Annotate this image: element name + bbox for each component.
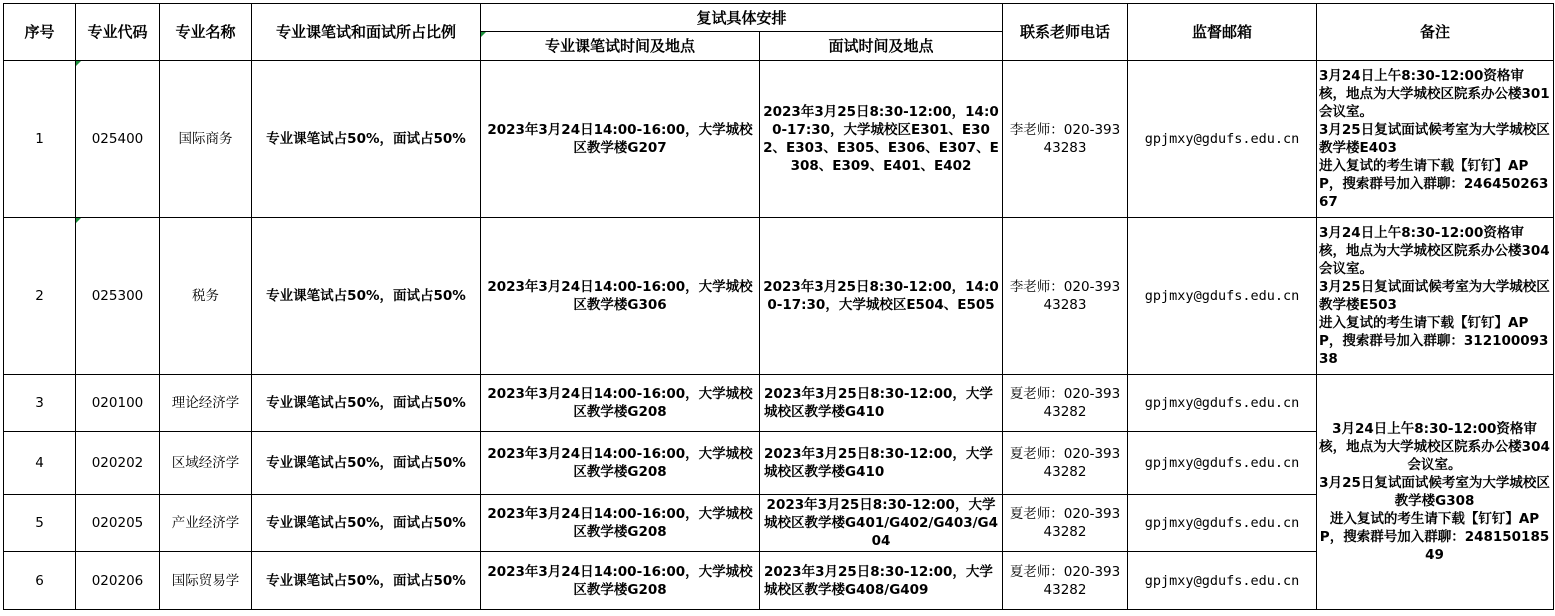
header-arrangement[interactable]: 复试具体安排: [481, 4, 1003, 32]
cell-code[interactable]: 020100: [76, 375, 160, 432]
cell-ratio[interactable]: 专业课笔试占50%，面试占50%: [252, 61, 481, 218]
cell-seq[interactable]: 4: [4, 432, 76, 495]
remark-line: 进入复试的考生请下载【钉钉】APP，搜索群号加入群聊：24645026367: [1319, 158, 1549, 210]
cell-contact[interactable]: 夏老师：020-39343282: [1003, 375, 1128, 432]
cell-code[interactable]: 020202: [76, 432, 160, 495]
cell-email[interactable]: gpjmxy@gdufs.edu.cn: [1128, 218, 1317, 375]
cell-email[interactable]: gpjmxy@gdufs.edu.cn: [1128, 432, 1317, 495]
admission-retest-table: [3, 3, 1554, 610]
cell-seq[interactable]: 5: [4, 495, 76, 552]
table-row: [4, 61, 1554, 218]
cell-contact[interactable]: 夏老师：020-39343282: [1003, 432, 1128, 495]
table-row: [4, 218, 1554, 375]
table-row: [4, 375, 1554, 432]
cell-code[interactable]: 025300: [76, 218, 160, 375]
cell-interview[interactable]: 2023年3月25日8:30-12:00，14:00-17:30，大学城校区E504、E505: [760, 218, 1003, 375]
remark-line: 3月24日上午8:30-12:00资格审核，地点为大学城校区院系办公楼304会议室。: [1319, 421, 1550, 473]
remark-line: 3月24日上午8:30-12:00资格审核，地点为大学城校区院系办公楼301会议室。: [1319, 68, 1550, 120]
remark-line: 进入复试的考生请下载【钉钉】APP，搜索群号加入群聊：24815018549: [1319, 511, 1550, 563]
header-seq[interactable]: 序号: [4, 4, 76, 61]
cell-ratio[interactable]: 专业课笔试占50%，面试占50%: [252, 375, 481, 432]
remark-line: 3月25日复试面试候考室为大学城校区教学楼E503: [1319, 279, 1550, 313]
cell-remark[interactable]: [1317, 61, 1554, 218]
cell-written[interactable]: 2023年3月24日14:00-16:00，大学城校区教学楼G208: [481, 432, 760, 495]
header-code[interactable]: 专业代码: [76, 4, 160, 61]
cell-email[interactable]: gpjmxy@gdufs.edu.cn: [1128, 495, 1317, 552]
header-remark[interactable]: 备注: [1317, 4, 1554, 61]
cell-name[interactable]: 国际贸易学: [160, 552, 252, 610]
cell-code[interactable]: 025400: [76, 61, 160, 218]
cell-written[interactable]: 2023年3月24日14:00-16:00，大学城校区教学楼G208: [481, 375, 760, 432]
cell-remark[interactable]: [1317, 218, 1554, 375]
cell-email[interactable]: gpjmxy@gdufs.edu.cn: [1128, 552, 1317, 610]
header-interview[interactable]: 面试时间及地点: [760, 32, 1003, 61]
cell-contact[interactable]: 夏老师：020-39343282: [1003, 495, 1128, 552]
cell-name[interactable]: 产业经济学: [160, 495, 252, 552]
cell-seq[interactable]: 3: [4, 375, 76, 432]
cell-written[interactable]: 2023年3月24日14:00-16:00，大学城校区教学楼G207: [481, 61, 760, 218]
cell-name[interactable]: 理论经济学: [160, 375, 252, 432]
cell-interview[interactable]: 2023年3月25日8:30-12:00，14:00-17:30，大学城校区E301、E302、E303、E305、E306、E307、E308、E309、E401、E402: [760, 61, 1003, 218]
cell-ratio[interactable]: 专业课笔试占50%，面试占50%: [252, 495, 481, 552]
header-ratio[interactable]: 专业课笔试和面试所占比例: [252, 4, 481, 61]
cell-written[interactable]: 2023年3月24日14:00-16:00，大学城校区教学楼G208: [481, 552, 760, 610]
cell-seq[interactable]: 6: [4, 552, 76, 610]
cell-interview[interactable]: 2023年3月25日8:30-12:00，大学城校区教学楼G410: [760, 375, 1003, 432]
remark-line: 进入复试的考生请下载【钉钉】APP，搜索群号加入群聊：31210009338: [1319, 315, 1549, 367]
cell-code[interactable]: 020206: [76, 552, 160, 610]
header-written[interactable]: 专业课笔试时间及地点: [481, 32, 760, 61]
remark-line: 3月25日复试面试候考室为大学城校区教学楼G308: [1319, 475, 1550, 509]
cell-email[interactable]: gpjmxy@gdufs.edu.cn: [1128, 375, 1317, 432]
cell-code[interactable]: 020205: [76, 495, 160, 552]
cell-interview[interactable]: 2023年3月25日8:30-12:00，大学城校区教学楼G401/G402/G403/G404: [760, 495, 1003, 552]
cell-ratio[interactable]: 专业课笔试占50%，面试占50%: [252, 218, 481, 375]
header-contact[interactable]: 联系老师电话: [1003, 4, 1128, 61]
cell-name[interactable]: 税务: [160, 218, 252, 375]
cell-name[interactable]: 国际商务: [160, 61, 252, 218]
cell-interview[interactable]: 2023年3月25日8:30-12:00，大学城校区教学楼G408/G409: [760, 552, 1003, 610]
cell-written[interactable]: 2023年3月24日14:00-16:00，大学城校区教学楼G208: [481, 495, 760, 552]
cell-seq[interactable]: 1: [4, 61, 76, 218]
cell-contact[interactable]: 李老师：020-39343283: [1003, 218, 1128, 375]
cell-remark-shared[interactable]: [1317, 375, 1554, 610]
header-email[interactable]: 监督邮箱: [1128, 4, 1317, 61]
cell-ratio[interactable]: 专业课笔试占50%，面试占50%: [252, 552, 481, 610]
remark-line: 3月24日上午8:30-12:00资格审核，地点为大学城校区院系办公楼304会议室。: [1319, 225, 1550, 277]
remark-line: 3月25日复试面试候考室为大学城校区教学楼E403: [1319, 122, 1550, 156]
cell-contact[interactable]: 夏老师：020-39343282: [1003, 552, 1128, 610]
cell-interview[interactable]: 2023年3月25日8:30-12:00，大学城校区教学楼G410: [760, 432, 1003, 495]
header-name[interactable]: 专业名称: [160, 4, 252, 61]
cell-name[interactable]: 区域经济学: [160, 432, 252, 495]
cell-email[interactable]: gpjmxy@gdufs.edu.cn: [1128, 61, 1317, 218]
cell-seq[interactable]: 2: [4, 218, 76, 375]
cell-written[interactable]: 2023年3月24日14:00-16:00，大学城校区教学楼G306: [481, 218, 760, 375]
cell-contact[interactable]: 李老师：020-39343283: [1003, 61, 1128, 218]
cell-ratio[interactable]: 专业课笔试占50%，面试占50%: [252, 432, 481, 495]
